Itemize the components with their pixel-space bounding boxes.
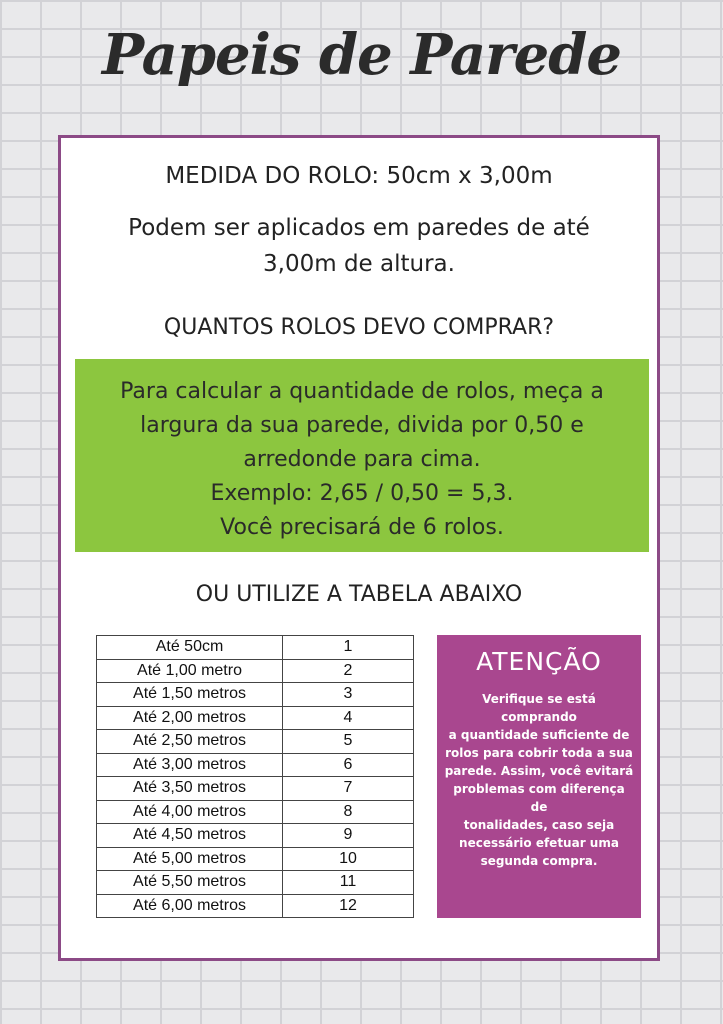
attention-heading: ATENÇÃO [476,647,602,676]
rolls-cell: 7 [283,777,414,801]
rolls-table [96,635,414,918]
width-cell: Até 5,00 metros [97,847,283,871]
table-row [97,800,414,824]
rolls-cell: 2 [283,659,414,683]
width-cell: Até 1,00 metro [97,659,283,683]
width-cell: Até 3,00 metros [97,753,283,777]
width-cell: Até 1,50 metros [97,683,283,707]
attention-line: a quantidade suficiente de [448,728,630,742]
calculation-example: Exemplo: 2,65 / 0,50 = 5,3. [210,481,514,506]
attention-text [443,690,635,870]
rolls-cell: 1 [283,636,414,660]
application-height-line-2: 3,00m de altura. [263,251,455,277]
attention-line: segunda compra. [480,854,598,868]
width-cell: Até 4,00 metros [97,800,283,824]
calculation-line-2: largura da sua parede, divida por 0,50 e [140,413,584,438]
table-row [97,706,414,730]
attention-line: Verifique se está comprando [482,692,596,724]
calculation-result: Você precisará de 6 rolos. [220,515,504,540]
rolls-cell: 10 [283,847,414,871]
application-height-line-1: Podem ser aplicados em paredes de até [128,215,590,241]
table-row [97,847,414,871]
page-title: Papeis de Parede [101,22,622,88]
calculation-line-3: arredonde para cima. [243,447,481,472]
roll-size-text: MEDIDA DO ROLO: 50cm x 3,00m [165,163,553,189]
calculation-box [75,359,649,552]
table-row [97,777,414,801]
table-row [97,730,414,754]
attention-box [437,635,641,918]
attention-line: problemas com diferença de [453,782,625,814]
rolls-cell: 8 [283,800,414,824]
rolls-cell: 4 [283,706,414,730]
rolls-cell: 12 [283,894,414,918]
width-cell: Até 4,50 metros [97,824,283,848]
width-cell: Até 6,00 metros [97,894,283,918]
table-row [97,683,414,707]
table-row [97,636,414,660]
table-row [97,871,414,895]
rolls-cell: 3 [283,683,414,707]
table-row [97,659,414,683]
width-cell: Até 50cm [97,636,283,660]
table-row [97,753,414,777]
table-row [97,824,414,848]
rolls-cell: 11 [283,871,414,895]
rolls-cell: 9 [283,824,414,848]
table-row [97,894,414,918]
width-cell: Até 5,50 metros [97,871,283,895]
width-cell: Até 3,50 metros [97,777,283,801]
application-height-text [61,210,657,282]
calculation-line-1: Para calcular a quantidade de rolos, meça a [120,379,604,404]
table-heading: OU UTILIZE A TABELA ABAIXO [195,582,523,607]
attention-line: tonalidades, caso seja [463,818,615,832]
rolls-cell: 5 [283,730,414,754]
width-cell: Até 2,50 metros [97,730,283,754]
attention-line: rolos para cobrir toda a sua [445,746,633,760]
how-many-rolls-heading: QUANTOS ROLOS DEVO COMPRAR? [163,315,555,340]
width-cell: Até 2,00 metros [97,706,283,730]
attention-line: parede. Assim, você evitará [444,764,634,778]
rolls-cell: 6 [283,753,414,777]
info-card [58,135,660,961]
attention-line: necessário efetuar uma [459,836,619,850]
